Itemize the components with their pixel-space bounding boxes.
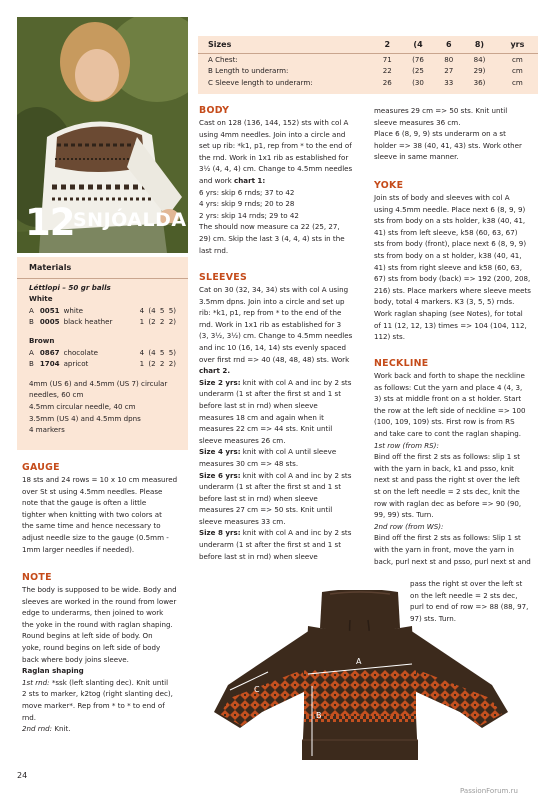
yoke-section — [374, 180, 546, 343]
note-heading: NOTE — [22, 572, 52, 583]
raglan-rnd1 — [22, 677, 192, 723]
materials-divider — [17, 278, 188, 279]
yarn-letter: B — [29, 317, 34, 327]
yarn-row — [29, 316, 176, 328]
size-8-instructions — [199, 527, 371, 562]
size-col: 6 — [435, 36, 462, 53]
measure-label: A Chest: — [208, 54, 238, 64]
gauge-text: 18 sts and 24 rows = 10 x 10 cm measured over St st using 4.5mm needles. Please note that the gauge is often a little tighter when knitting with two colors at the same time and hence necessary to adjust needle size to the gauge (0.5mm - 1mm larger needles if needed). — [22, 475, 178, 554]
yoke-text: Join sts of body and sleeves with col A using 4.5mm needle. Place next 6 (8, 9, 9) sts from body on a sts holder, k38 (40, 41, 41) sts from left sleeve, k58 (60, 63, 67) sts from body (front), place next 6 (8, 9, 9) sts from body on a st holder, k38 (40, 41, 41) sts from right sleeve and k58 (60, 63, 67) sts from body (back) => 192 (200, 208, 216) sts. Place markers where sleeve meets body, total 4 markers. K3 (3, 5, 5) rnds. Work raglan shaping (see Notes), for total of 11 (12, 12, 13) times => 104 (104, 112, 112) sts. — [374, 193, 531, 342]
chest-measure-label: A — [356, 657, 362, 666]
neckline-heading: NECKLINE — [374, 358, 429, 369]
sleeve-measure-label: C — [254, 685, 260, 694]
materials-box — [17, 257, 188, 450]
sleeves-continued: measures 29 cm => 50 sts. Knit until sleeve measures 36 cm. Place 6 (8, 9, 9) sts underarm on a st holder => 38 (40, 41, 43) sts. Work other sleeve in same manner. — [374, 106, 522, 162]
yarn-color: white — [63, 305, 83, 315]
yarn-letter: B — [29, 359, 34, 369]
sizes-table — [198, 36, 538, 94]
row1-label: 1st row (from RS): — [374, 440, 439, 450]
note-text: The body is supposed to be wide. Body and sleeves are worked in the round from lower edge to underarms, then joined to work the yoke in the round with raglan shaping. Round begins at left side of body. On yoke, round begins on left side of body back where body joins sleeve. — [22, 585, 177, 664]
yarn-row — [29, 305, 176, 317]
sleeves-section — [199, 272, 371, 562]
needle-line: needles, 60 cm — [29, 390, 84, 400]
measure-value: (76 — [412, 54, 424, 64]
size-col: 2 — [374, 36, 401, 53]
size-unit: yrs — [497, 36, 538, 53]
measure-value: (30 — [412, 77, 424, 87]
row1-text: Bind off the first 2 sts as follows: slip 1 st with the yarn in back, k1 and psso, knit next st and pass the right st over the left st on the left needle = 2 sts dec, knit the row with raglan dec as before => 90 (90, 99, 99) sts. Turn. — [374, 452, 522, 520]
size-4-instructions — [199, 446, 371, 469]
size-text: knit with col A and inc by 2 sts underarm (1 st after the first st and 1 st before last st in rnd) when sleeve — [199, 528, 352, 561]
needle-line: 4mm (US 6) and 4.5mm (US 7) circular — [29, 378, 168, 388]
neckline-section — [374, 358, 546, 567]
size-text: knit with col A and inc by 2 sts underarm (1 st after the first st and 1 st before last st in rnd) when sleeve measures 27 cm => 50 sts. Knit until sleeve measures 33 cm. — [199, 470, 352, 526]
size-col: 8) — [462, 36, 497, 53]
materials-title: Materials — [29, 263, 72, 272]
row2-label: 2nd row (from WS): — [374, 521, 444, 531]
row2-text: Bind off the first 2 sts as follows: Slip 1 st with the yarn in front, move the yarn in back, purl next st and psso, purl next st and — [374, 533, 531, 566]
yarn-color: black heather — [63, 317, 113, 327]
table-row — [198, 53, 538, 65]
brown-heading: Brown — [29, 335, 55, 345]
body-heading: BODY — [199, 105, 230, 116]
pattern-number: 12 — [25, 201, 75, 244]
yarn-amounts: 1 (2 2 2) — [139, 359, 176, 369]
yarn-color: chocolate — [63, 347, 99, 357]
size-label: Size 2 yrs: — [199, 377, 241, 387]
measure-value: 29) — [473, 66, 486, 76]
measure-value: 36) — [473, 77, 486, 87]
measure-value: 33 — [444, 77, 454, 87]
body-text-part: 6 yrs: skip 6 rnds; 37 to 42 4 yrs: skip 9 rnds; 20 to 28 2 yrs: skip 14 rnds; 29 to 42 The should now measure ca 22 (25, 27, 29) cm. Skip the last 3 (4, 4, 4) sts in the last rnd. — [199, 187, 345, 255]
body-section — [199, 105, 371, 256]
measure-value: 80 — [444, 54, 454, 64]
yarn-code: 0005 — [39, 317, 60, 327]
watermark-site: PassionForum.ru — [460, 787, 518, 795]
table-row — [198, 77, 538, 89]
measure-value: 71 — [382, 54, 392, 64]
length-measure-label: B — [316, 711, 322, 720]
size-col: (4 — [401, 36, 436, 53]
gauge-heading: GAUGE — [22, 462, 60, 473]
measure-value: 84) — [473, 54, 486, 64]
yarn-code: 0051 — [39, 305, 60, 315]
measure-unit: cm — [512, 66, 523, 76]
yarn-row — [29, 358, 176, 370]
yoke-heading: YOKE — [374, 180, 404, 191]
measure-unit: cm — [512, 77, 523, 87]
rnd2-label: 2nd rnd: — [22, 724, 53, 734]
measure-unit: cm — [512, 54, 523, 64]
rnd1-text: *ssk (left slanting dec). Knit until 2 sts to marker, k2tog (right slanting dec), move marker*. Rep from * to * to end of rnd. — [22, 677, 173, 722]
yarn-letter: A — [29, 347, 34, 357]
sleeves-text — [199, 284, 371, 377]
measure-value: 22 — [382, 66, 392, 76]
size-text: knit with col A until sleeve measures 30 cm => 48 sts. — [199, 447, 337, 468]
yarn-color: apricot — [63, 359, 89, 369]
raglan-rnd2 — [22, 723, 192, 735]
size-2-instructions — [199, 377, 371, 447]
sleeves-heading: SLEEVES — [199, 272, 248, 283]
sizes-heading: Sizes — [198, 36, 374, 53]
needle-line: 4.5mm circular needle, 40 cm — [29, 401, 136, 411]
body-text — [199, 117, 371, 256]
needle-line: 3.5mm (US 4) and 4.5mm dpns — [29, 413, 141, 423]
yarn-code: 0867 — [39, 347, 60, 357]
pattern-name: SNJÓALDA — [73, 209, 187, 231]
yarn-code: 1704 — [39, 359, 60, 369]
size-6-instructions — [199, 470, 371, 528]
body-text-part: Cast on 128 (136, 144, 152) sts with col A using 4mm needles. Join into a circle and set up rib: *k1, p1, rep from * to the end of the rnd. Work in 1x1 rib as established for 3½ (4, 4, 4) cm. Change to 4.5mm needles and work — [199, 118, 353, 185]
yarn-amounts: 4 (4 5 5) — [139, 305, 176, 315]
needle-line: 4 markers — [29, 425, 65, 435]
size-label: Size 8 yrs: — [199, 528, 241, 538]
raglan-heading: Raglan shaping — [22, 666, 84, 676]
rnd1-label: 1st rnd: — [22, 677, 50, 687]
yarn-row — [29, 347, 176, 359]
table-row — [198, 65, 538, 77]
note-section — [22, 572, 192, 735]
neckline-continued: pass the right st over the left st on the left needle = 2 sts dec, purl to end of row => 88 (88, 97, 97) sts. Turn. — [410, 579, 529, 623]
white-heading: White — [29, 294, 53, 304]
measure-value: 26 — [382, 77, 392, 87]
sweater-diagram — [210, 590, 515, 760]
measure-label: B Length to underarm: — [208, 66, 289, 76]
measure-value: 27 — [444, 66, 454, 76]
sleeves-text-part: Cat on 30 (32, 34, 34) sts with col A using 3.5mm dpns. Join into a circle and set up rib: *k1, p1, rep from * to the end of the rnd. Work in 1x1 rib as established for 3 (3, 3½, 3½) cm. Change to 4.5mm needles and inc 10 (16, 14, 14) sts evenly spaced over first rnd => 40 (48, 48, 48) sts. Work — [199, 285, 353, 364]
page-number: 24 — [17, 771, 28, 780]
sizes-header-row — [198, 36, 538, 53]
chart-ref: chart 2. — [199, 366, 231, 376]
gauge-section — [22, 462, 192, 555]
neckline-text: Work back and forth to shape the neckline as follows: Cut the yarn and place 4 (4, 3, 3) sts at middle front on a st holder. Start the row at the left side of neckline => 100 (100, 109, 109) sts. First row is from RS and take care to cont the raglan shaping. — [374, 371, 526, 438]
pattern-photo — [17, 17, 188, 253]
chart-ref: chart 1: — [234, 175, 266, 185]
yarn-amounts: 1 (2 2 2) — [139, 317, 176, 327]
size-text: knit with col A and inc by 2 sts underarm (1 st after the first st and 1 st before last st in rnd) when sleeve measures 18 cm and again when it measures 22 cm => 44 sts. Knit until sleeve measures 26 cm. — [199, 377, 352, 445]
measure-value: (25 — [412, 66, 424, 76]
measure-label: C Sleeve length to underarm: — [208, 77, 313, 87]
yarn-letter: A — [29, 305, 34, 315]
size-label: Size 4 yrs: — [199, 447, 241, 457]
yarn-type: Léttlopi – 50 gr balls — [29, 282, 111, 292]
yarn-amounts: 4 (4 5 5) — [139, 347, 176, 357]
size-label: Size 6 yrs: — [199, 470, 241, 480]
rnd2-text: Knit. — [52, 724, 71, 734]
